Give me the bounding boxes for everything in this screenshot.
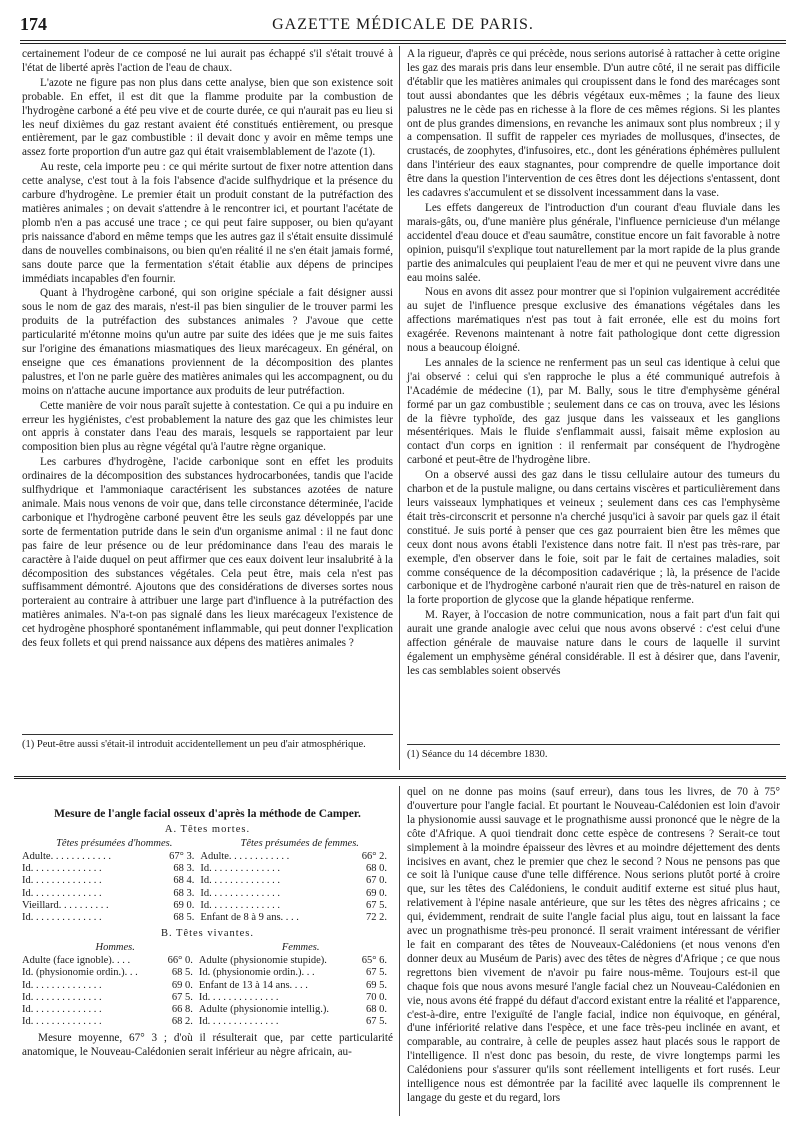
paragraph: Les carbures d'hydrogène, l'acide carbonique sont en effet les produits ordinaires de la décomposition des substances hydrocarbonées, tandis que l'acide sulfhydrique et l'ammoniaque caractérisent les substances azotées de nature animale. Mais nous venons de voir que, dans telle circonstance déterminée, l'acide carbonique et l'hydrogène carboné peuvent être les seuls gaz développés par une sorte de fermentation putride dans le sein d'un organisme animal : il ne faut donc pas faire de leur présence ou de leur prédominance dans l'eau des marais le caractère à l'aide duquel on peut affirmer que ces eaux doivent leur insalubrité à la décomposition des substances végétales. Cela peut être, mais cela n'est pas suffisamment démontré. Ajoutons que des considérations de diverses sortes nous porteraient au contraire à attribuer une large part d'influence à la putréfaction des matières animales. N'a-t-on pas signalé dans les lieux marécageux l'existence de cet hydrogène phosphoré spontanément inflammable, qui peut donner l'explication des feux follets et qui prend naissance aux dépens des matières animales ? xyxy=(22,456,393,650)
subject-label: Adulte. . . . . . . . . . . . xyxy=(200,851,290,862)
subject-label: Id. (physionomie ordin.). . . xyxy=(22,967,138,979)
angle-value: 67 5. xyxy=(366,967,387,979)
left-column xyxy=(22,48,393,652)
paragraph: M. Rayer, à l'occasion de notre communication, nous a fait part d'un fait qui aurait une grande analogie avec celui que nous avons observé : c'est celui d'une affection générale de mauvaise nature dans le cours de laquelle il survint également un emphysème général considérable. Il est à désirer que, dans l'avenir, les cas semblables soient observés xyxy=(407,609,780,677)
subject-label: Id. . . . . . . . . . . . . . xyxy=(22,1004,102,1016)
right-column xyxy=(407,48,780,680)
page-number: 174 xyxy=(20,14,47,34)
left-footnote-rule xyxy=(22,734,393,735)
subject-label: Enfant de 13 à 14 ans. . . . xyxy=(198,979,308,991)
subject-label: Id. . . . . . . . . . . . . . xyxy=(22,887,102,899)
subject-label: Id. . . . . . . . . . . . . . xyxy=(22,1016,102,1028)
section-rule xyxy=(14,776,786,779)
subject-label: Id. . . . . . . . . . . . . . xyxy=(22,991,102,1003)
dead-heads-heading: A. Têtes mortes. xyxy=(164,824,251,835)
paragraph: quel on ne donne pas moins (sauf erreur), dans tous les livres, de 70 à 75° d'ouverture pour l'angle facial. Et pourtant le Nouveau-Calédonien est loin d'avoir la physionomie aussi sauvage et le prognathisme aussi prononcé que le nègre de la côte d'Afrique. A quoi tiendrait donc cette espèce de contresens ? Serait-ce tout simplement à la moindre épaisseur des lèvres et au moindre déjettement des dents incisives en avant, chez le premier que chez le second ? Nous ne pensons pas que ce soit là l'unique cause d'une telle différence. Nous serions plutôt porté à croire que, sur les têtes des Calédoniens, le conduit auditif externe est situé plus haut, relativement à l'épine nasale antérieure, que sur les têtes des nègres africains ; ce qui, évidemment, rendrait de suite l'angle facial plus aigu, tout en laissant la face avec un prognathisme très-peu prononcé. Il serait vraiment intéressant de vérifier le fait en comparant des têtes de Nouveaux-Calédoniens (et nous venons d'en donner deux au Muséum de Paris) avec des têtes de nègres d'Afrique ; ce que nous regrettons bien vivement de n'avoir pu faire nous-même. Toujours est-il que chaque fois que nous avons mesuré l'angle facial chez un Nouveau-Calédonien en vie, nous avons été frappé du défaut d'accord existant entre la réalité et l'apparence, c'est-à-dire, entre l'exiguïté de l'angle facial, indice non équivoque, en général, d'une infériorité relative dans l'espèce, et une face très-peu inclinée en avant, et comparable, au contraire, à celle de peuples assez haut placés sous le rapport de l'intelligence. Il n'est donc pas besoin, du reste, de vivre longtemps parmi les Calédoniens pour s'assurer qu'ils sont réellement intelligents et fort rusés. Leur intelligence nous est démontrée par la facilité avec laquelle ils comprennent le langage du geste et du regard, lors xyxy=(407,786,780,1104)
subject-label: Id. (physionomie ordin.). . . xyxy=(198,967,315,979)
paragraph: A la rigueur, d'après ce qui précède, nous serions autorisé à rattacher à cette origine les gaz des marais pris dans leur ensemble. D'un autre côté, il ne serait pas difficile d'établir que les matières animales qui croupissent dans le fond des marécages sont tout aussi abondantes que les débris végétaux eux-mêmes ; la faune des lieux palustres ne le cède pas en richesse à la flore de ces mêmes régions. Si les plantes ont de plus grandes dimensions, en revanche les animaux sont plus nombreux ; il y a compensation. Il suffit de rappeler ces myriades de mollusques, d'insectes, de crustacés, de zoophytes, d'infusoires, etc., dont les générations éphémères pullulent dans l'intérieur des eaux stagnantes, pour comprendre de quelle importance doit être dans la question l'intervention de ces êtres dont les déjections s'entassent, dont les cadavres s'accumulent et se dissolvent incessamment dans la vase. xyxy=(407,48,780,200)
angle-value: 69 0. xyxy=(173,899,195,911)
angle-value: 66° 0. xyxy=(167,955,193,967)
angle-value: 68 2. xyxy=(171,1016,193,1028)
subject-label: Adulte (physionomie stupide). xyxy=(198,955,327,967)
table-row xyxy=(22,875,393,887)
paragraph: L'azote ne figure pas non plus dans cette analyse, bien que son existence soit probable. En effet, il est dit que la flamme produite par la combustion de l'hydrogène carboné a été peu vive et de courte durée, ce qui n'aurait pas eu lieu si les neuf dixièmes du gaz restant avaient été constitués entièrement, ou presque entièrement, par le gaz combustible : il devait donc y avoir en même temps une assez forte proportion d'un autre gaz qui était vraisemblablement de l'azote (1). xyxy=(22,76,393,159)
bottom-right-column xyxy=(407,786,780,1106)
living-heads-heading: B. Têtes vivantes. xyxy=(160,928,255,940)
right-footnote: (1) Séance du 14 décembre 1830. xyxy=(407,749,548,760)
dead-heads-subheads xyxy=(22,838,393,849)
paragraph: Cette manière de voir nous paraît sujette à contestation. Ce qui a pu induire en erreur les hygiénistes, c'est probablement la nature des gaz que les chimistes leur ont appris à constater dans l'eau des marais, lesquels se rapportaient par leur composition bien plus au règne végétal qu'à l'autre règne organique. xyxy=(22,399,393,454)
subject-label: Id. . . . . . . . . . . . . . xyxy=(22,875,102,887)
table-row xyxy=(22,992,393,1004)
angle-value: 67 5. xyxy=(171,991,193,1003)
bottom-column-separator xyxy=(399,786,400,1116)
men-subhead: Hommes. xyxy=(95,942,135,954)
facial-angle-title: Mesure de l'angle facial osseux d'après la méthode de Camper. xyxy=(54,808,361,820)
angle-value: 68 5. xyxy=(171,967,193,979)
subject-label: Id. . . . . . . . . . . . . . xyxy=(200,899,280,911)
angle-value: 66 8. xyxy=(171,1004,193,1016)
angle-value: 67 5. xyxy=(366,1016,387,1028)
women-subhead: Têtes présumées de femmes. xyxy=(240,838,359,849)
angle-value: 67 0. xyxy=(366,875,387,887)
header-rule-thin xyxy=(20,43,786,44)
table-row xyxy=(22,912,393,924)
subject-label: Enfant de 8 à 9 ans. . . . xyxy=(200,912,299,924)
angle-value: 68 5. xyxy=(173,912,195,924)
paragraph: Les annales de la science ne renferment pas un seul cas identique à celui que j'ai observé : celui qui s'en rapproche le plus a été communiqué autrefois à l'Académie de médecine (1), par M. Bally, sous le titre d'emphysème général formé par un gaz combustible ; seulement dans ce cas on trouva, avec les lésions de la fièvre typhoïde, des gaz jusque dans les vaisseaux et les ganglions mésentériques. Mais le fluide s'enflammait aussi, faisait même explosion au contact d'un corps en ignition : il renfermait par conséquent de l'hydrogène carboné et peut-être de l'hydrogène libre. xyxy=(407,356,780,467)
living-heads-subheads xyxy=(22,942,393,953)
subject-label: Id. . . . . . . . . . . . . . xyxy=(200,875,280,887)
angle-value: 68 0. xyxy=(366,863,387,875)
angle-value: 68 0. xyxy=(366,1004,387,1016)
angle-value: 66° 2. xyxy=(361,851,387,862)
angle-value: 70 0. xyxy=(366,991,387,1003)
subject-label: Id. . . . . . . . . . . . . . xyxy=(198,991,279,1003)
table-row xyxy=(22,967,393,979)
angle-value: 69 0. xyxy=(366,887,387,899)
table-row xyxy=(22,900,393,912)
subject-label: Id. . . . . . . . . . . . . . xyxy=(22,912,102,924)
table-row xyxy=(22,1004,393,1016)
subject-label: Id. . . . . . . . . . . . . . xyxy=(198,1016,279,1028)
dead-heads-table xyxy=(22,851,393,924)
subject-label: Vieillard. . . . . . . . . . xyxy=(22,899,109,911)
paragraph: Au reste, cela importe peu : ce qui mérite surtout de fixer notre attention dans cette analyse, c'est tout à la fois l'absence d'acide sulfhydrique et la présence du carbure d'hydrogène. Le premier était un produit constant de la putréfaction des matières animales ; on devait s'attendre à le rencontrer ici, et pourtant l'acétate de plomb n'en a pas accusé une trace ; ce qui peut faire supposer, ou bien qu'ayant pris naissance d'abord en même temps que les autres gaz il s'était ensuite dissimulé dans de nouvelles combinaisons, ou bien qu'en réalité il ne s'en était jamais formé, sans doute parce que la fermentation s'était établie aux dépens de principes immédiats incapables d'en fournir. xyxy=(22,161,393,285)
table-row xyxy=(22,863,393,875)
table-row xyxy=(22,851,393,863)
table-row xyxy=(22,980,393,992)
living-heads-table xyxy=(22,955,393,1028)
subject-label: Id. . . . . . . . . . . . . . xyxy=(22,863,102,875)
paragraph: Quant à l'hydrogène carboné, qui son origine spéciale a fait désigner aussi sous le nom de gaz des marais, n'est-il pas bien singulier de le trouver parmi les produits de la putréfaction des substances animales ? J'avoue que cette particularité m'étonne moins qu'un autre par suite des idées que je me suis faites sur l'origine des émanations miasmatiques des lieux marécageux. En général, on enseigne que ces émanations proviennent de la décomposition des plantes palustres, et l'on ne parle guère des matières animales qui les accompagnent, ou du moins on n'attache aucune importance aux produits de leur putréfaction. xyxy=(22,287,393,397)
table-row xyxy=(22,1016,393,1028)
right-footnote-rule xyxy=(407,744,780,745)
mean-measure-text: Mesure moyenne, 67° 3 ; d'où il résulterait que, par cette particularité anatomique, le Nouveau-Calédonien serait inférieur au nègre africain, au- xyxy=(22,1032,393,1059)
facial-angle-section xyxy=(22,800,393,1060)
subject-label: Adulte. . . . . . . . . . . . xyxy=(22,851,111,862)
subject-label: Id. . . . . . . . . . . . . . xyxy=(200,887,280,899)
table-row xyxy=(22,955,393,967)
subject-label: Id. . . . . . . . . . . . . . xyxy=(200,863,280,875)
angle-value: 69 0. xyxy=(171,979,193,991)
angle-value: 65° 6. xyxy=(361,955,387,967)
header-rule xyxy=(20,40,786,41)
page-header xyxy=(20,14,786,40)
left-footnote: (1) Peut-être aussi s'était-il introduit accidentellement un peu d'air atmosphérique. xyxy=(22,739,366,750)
angle-value: 68 3. xyxy=(173,887,195,899)
men-subhead: Têtes présumées d'hommes. xyxy=(56,838,173,849)
subject-label: Id. . . . . . . . . . . . . . xyxy=(22,979,102,991)
angle-value: 69 5. xyxy=(366,979,387,991)
angle-value: 67 5. xyxy=(366,899,387,911)
angle-value: 72 2. xyxy=(366,912,387,924)
table-row xyxy=(22,888,393,900)
subject-label: Adulte (physionomie intellig.). xyxy=(198,1004,329,1016)
paragraph: On a observé aussi des gaz dans le tissu cellulaire autour des tumeurs du charbon et de la pustule maligne, ou dans certains viscères et particulièrement dans leurs vaisseaux lymphatiques et veineux ; seulement dans ces cas l'emphysème était très-circonscrit et personne n'a cherché jusqu'ici à savoir par quels gaz il était constitué. Je suis porté à penser que ces gaz pourraient bien être les mêmes que ceux dont nous avons établi l'existence dans notre fait. Il n'est pas très-rare, par exemple, d'en observer dans le foie, soit par le fait de certaines maladies, soit comme conséquence de la décomposition cadavérique ; là, la présence de l'acide carbonique et de l'hydrogène carboné n'aurait rien que de très-naturel en raison de la forte proportion de glycose que la glande hépatique renferme. xyxy=(407,469,780,607)
angle-value: 67° 3. xyxy=(169,851,195,862)
angle-value: 68 4. xyxy=(173,875,195,887)
paragraph: Nous en avons dit assez pour montrer que si l'opinion vulgairement accréditée au sujet de l'influence presque exclusive des émanations végétales dans les affections marématiques n'est pas tout à fait erronée, elle est du moins fort exagérée. Revenons maintenant à notre fait pathologique dont cette digression nous a beaucoup éloigné. xyxy=(407,286,780,355)
column-separator xyxy=(399,46,400,770)
subject-label: Adulte (face ignoble). . . . xyxy=(22,955,131,967)
paragraph: certainement l'odeur de ce composé ne lui aurait pas échappé s'il s'était trouvé à l'état de liberté après l'action de l'eau de chaux. xyxy=(22,48,393,74)
angle-value: 68 3. xyxy=(173,863,195,875)
paragraph: Les effets dangereux de l'introduction d'un courant d'eau fluviale dans les marais-gâts, ou, d'une manière plus générale, l'influence pernicieuse d'un mélange accidentel d'eau douce et d'eau saumâtre, constitue encore un fait favorable à notre opinion, puisqu'il s'explique tout naturellement par la mort rapide de la plus grande partie des animalcules qui peuplaient l'eau de mer et qui ne peuvent vivre dans une eau moins salée. xyxy=(407,201,780,284)
women-subhead: Femmes. xyxy=(281,942,320,954)
journal-title: GAZETTE MÉDICALE DE PARIS. xyxy=(272,16,534,33)
